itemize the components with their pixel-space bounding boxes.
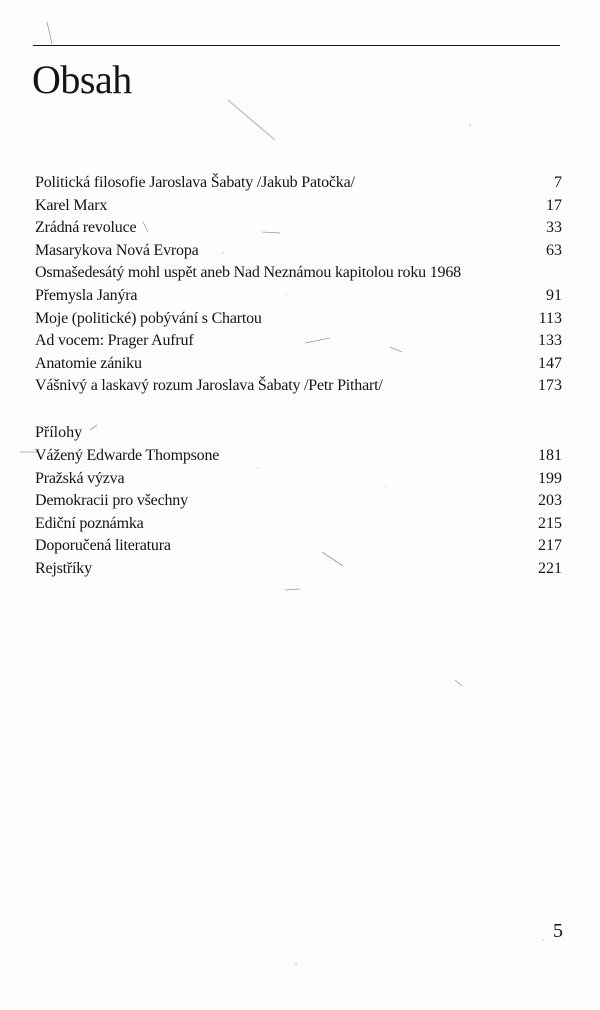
toc-entry [35, 217, 562, 240]
toc-entry [35, 172, 562, 195]
header-rule [33, 45, 560, 46]
toc-entry-page: 217 [538, 537, 562, 555]
toc-entry [35, 285, 562, 308]
toc-entry-page: 7 [554, 174, 562, 191]
toc-entry [35, 558, 562, 581]
toc-main [35, 172, 562, 398]
toc-entry [35, 468, 562, 491]
toc-entry [35, 330, 562, 353]
toc-entry-title: Politická filosofie Jaroslava Šabaty /Jakub Patočka/ [35, 174, 355, 191]
toc-entry-title: Doporučená literatura [35, 537, 171, 555]
toc-entry-page: 91 [546, 286, 562, 304]
toc-entry-page: 215 [538, 514, 562, 532]
toc-entry-page: 133 [538, 332, 562, 350]
toc-entry-title: Karel Marx [35, 196, 108, 214]
toc-entry [35, 375, 562, 398]
toc-entry-page: 199 [538, 469, 562, 487]
toc-entry-page: 63 [546, 241, 562, 259]
toc-entry [35, 513, 562, 536]
toc-entry-title: Zrádná revoluce [35, 219, 137, 237]
toc-entry-title: Vášnivý a laskavý rozum Jaroslava Šabaty /Petr Pithart/ [35, 377, 383, 395]
toc-entry-page: 173 [538, 377, 562, 395]
toc-entry-title: Moje (politické) pobývání s Chartou [35, 309, 262, 327]
toc-entry [35, 353, 562, 376]
toc-entry-title: Ediční poznámka [35, 514, 144, 532]
page-number: 5 [553, 920, 563, 942]
toc-entry-page: 113 [538, 309, 562, 327]
toc-entry-title: Osmašedesátý mohl uspět aneb Nad Neznámou kapitolou roku 1968 [35, 264, 461, 282]
toc-entry-title: Přemysla Janýra [35, 286, 138, 304]
toc-entry-title: Ad vocem: Prager Aufruf [35, 332, 194, 350]
toc-entry-title: Vážený Edwarde Thompsone [35, 447, 220, 464]
toc-entry-page: 33 [546, 219, 562, 237]
toc-entry-page: 147 [538, 354, 562, 372]
toc-entry-title: Demokracii pro všechny [35, 492, 188, 510]
toc-entry-page: 203 [538, 492, 562, 510]
appendix-heading: Přílohy [35, 424, 83, 441]
toc-entry [35, 262, 562, 285]
toc-entry [35, 445, 562, 468]
toc-entry-title: Masarykova Nová Evropa [35, 241, 199, 259]
toc-entry [35, 490, 562, 513]
toc-entry-title: Anatomie zániku [35, 354, 142, 372]
page-title: Obsah [32, 57, 132, 102]
toc-entry [35, 240, 562, 263]
toc-entry-page: 17 [546, 196, 562, 214]
toc-entry-page: 221 [538, 559, 562, 577]
toc-entry [35, 535, 562, 558]
toc-entry-page: 181 [538, 447, 562, 464]
toc-entry [35, 308, 562, 331]
toc-entry-title: Rejstříky [35, 559, 92, 577]
toc-appendix [35, 421, 562, 581]
toc-entry [35, 195, 562, 218]
toc-entry-title: Pražská výzva [35, 469, 125, 487]
